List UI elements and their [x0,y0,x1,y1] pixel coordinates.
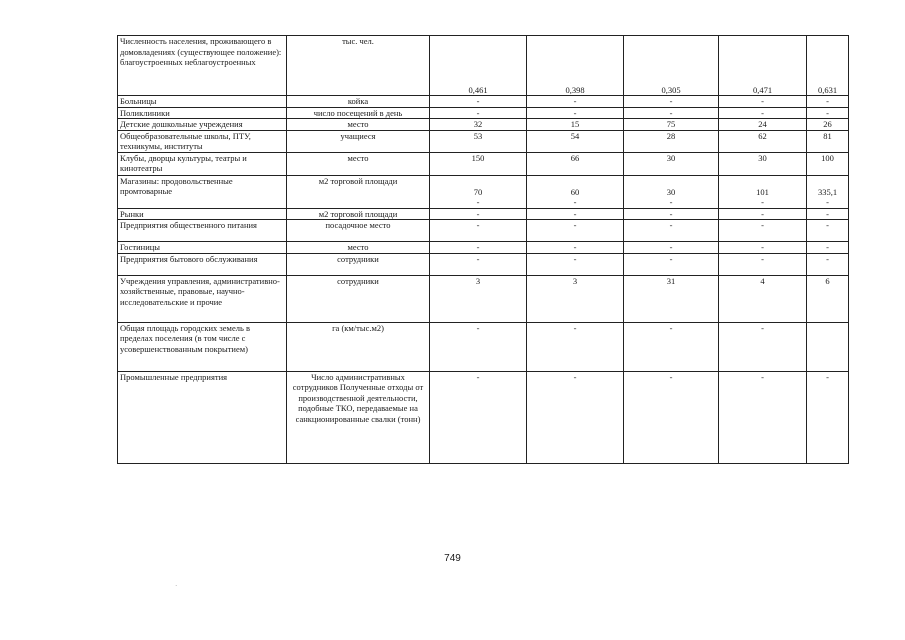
cell-value: - [669,96,673,106]
cell-value: - [669,197,673,207]
cell-value: 26 [823,119,832,129]
value-cell [430,175,527,208]
table-row [118,322,849,371]
row-label: Клубы, дворцы культуры, театры и кинотеатры [118,152,287,175]
cell-value: - [669,208,673,219]
cell-value: - [573,197,577,207]
row-unit: число посещений в день [287,107,430,119]
table-row [118,175,849,208]
value-cell [807,275,849,322]
row-label: Рынки [118,208,287,220]
row-label: Детские дошкольные учреждения [118,119,287,131]
value-cell [807,253,849,275]
value-cell [527,242,624,254]
value-cell [527,96,624,108]
page-number: 749 [444,553,461,564]
cell-value: - [826,371,829,382]
value-cell [719,275,807,322]
cell-value: 30 [666,186,676,197]
cell-value: - [573,220,577,230]
value-cell [430,36,527,96]
value-cell [807,208,849,220]
value-cell [527,36,624,96]
value-cell [527,275,624,322]
table-row [118,107,849,119]
row-label: Общая площадь городских земель в пределах поселения (в том числе с усовершенствованным покрытием) [118,322,287,371]
cell-value: - [476,96,480,106]
cell-value: - [826,253,829,264]
cell-value: 0,631 [817,84,838,95]
cell-value: - [476,371,480,382]
value-cell [719,96,807,108]
cell-value: - [573,253,577,264]
cell-value: - [669,253,673,264]
row-label: Общеобразовательные школы, ПТУ, техникумы, институты [118,130,287,152]
value-cell [430,208,527,220]
cell-value: - [826,107,829,118]
value-cell [807,107,849,119]
cell-value: - [476,242,480,252]
cell-value: 15 [570,119,580,129]
cell-value: - [476,197,480,207]
cell-value: 3 [572,275,578,286]
value-cell [624,275,719,322]
cell-value: 0,461 [468,84,488,95]
scan-mark: · [175,582,178,590]
cell-value: 100 [821,152,834,163]
row-unit: тыс. чел. [287,36,430,96]
row-unit: м2 торговой площади [287,175,430,208]
row-label: Поликлиники [118,107,287,119]
table-row [118,253,849,275]
row-label: Гостиницы [118,242,287,254]
value-cell [807,242,849,254]
table-row [118,96,849,108]
cell-value: - [761,220,764,230]
value-cell [719,371,807,463]
value-cell [719,130,807,152]
value-cell [527,322,624,371]
cell-value: 0,398 [565,84,585,95]
value-cell [719,322,807,371]
cell-value: 101 [756,186,769,197]
value-cell [807,322,849,371]
cell-value: - [573,242,577,252]
value-cell [624,96,719,108]
value-cell [527,152,624,175]
cell-value: - [761,96,764,106]
cell-value: 4 [760,275,765,286]
cell-value: - [669,371,673,382]
value-cell [624,220,719,242]
value-cell [527,130,624,152]
value-cell [430,275,527,322]
cell-value: - [573,96,577,106]
cell-value: - [476,253,480,264]
value-cell [807,220,849,242]
value-cell [624,371,719,463]
value-cell [430,107,527,119]
cell-value: - [573,107,577,118]
cell-value: 335,1 [817,186,838,197]
row-unit: койка [287,96,430,108]
row-unit: место [287,242,430,254]
value-cell [719,36,807,96]
value-cell [807,175,849,208]
cell-value: - [761,208,764,219]
cell-value: - [669,242,673,252]
cell-value: 75 [666,119,676,129]
row-unit: сотрудники [287,275,430,322]
row-unit: место [287,119,430,131]
value-cell [807,130,849,152]
value-cell [624,253,719,275]
value-cell [624,152,719,175]
value-cell [807,152,849,175]
cell-value: - [476,107,480,118]
cell-value: - [826,96,829,106]
cell-value: - [573,371,577,382]
value-cell [624,107,719,119]
cell-value: - [826,242,829,252]
cell-value: - [476,208,480,219]
cell-value: - [669,322,673,333]
value-cell [624,130,719,152]
value-cell [624,322,719,371]
cell-value: 0,305 [661,84,681,95]
cell-value: - [761,242,764,252]
row-label: Численность населения, проживающего в домовладениях (существующее положение): благоустроенных неблагоустроенных [118,36,287,96]
value-cell [807,96,849,108]
cell-value: - [761,197,764,207]
cell-value: 24 [758,119,767,129]
cell-value: 150 [471,152,485,163]
cell-value: 70 [473,186,483,197]
cell-value: 53 [473,130,483,141]
value-cell [430,96,527,108]
cell-value: - [761,253,764,264]
cell-value: - [573,208,577,219]
cell-value: 31 [666,275,676,286]
value-cell [527,253,624,275]
value-cell [719,107,807,119]
value-cell [807,36,849,96]
row-label: Предприятия бытового обслуживания [118,253,287,275]
value-cell [624,208,719,220]
cell-value: 0,471 [752,84,773,95]
cell-value: - [826,208,829,219]
cell-value: 30 [758,152,767,163]
table-row [118,152,849,175]
value-cell [719,152,807,175]
table-row [118,275,849,322]
cell-value: 60 [570,186,580,197]
value-cell [430,119,527,131]
cell-value: - [669,220,673,230]
value-cell [527,175,624,208]
value-cell [719,220,807,242]
row-unit: га (км/тыс.м2) [287,322,430,371]
value-cell [527,371,624,463]
value-cell [430,220,527,242]
row-unit: посадочное место [287,220,430,242]
value-cell [624,242,719,254]
cell-value: - [476,220,480,230]
value-cell [430,152,527,175]
cell-value: - [826,220,829,230]
value-cell [624,175,719,208]
cell-value: 62 [758,130,767,141]
row-label: Учреждения управления, административно-хозяйственные, правовые, научно-исследовательские и прочие [118,275,287,322]
value-cell [624,36,719,96]
cell-value: - [573,322,577,333]
row-label: Промышленные предприятия [118,371,287,463]
cell-value: 32 [473,119,483,129]
value-cell [719,119,807,131]
row-unit: Число административных сотрудников Полученные отходы от производственной деятельности, подобные ТКО, передаваемые на санкционированные свалки (тонн) [287,371,430,463]
value-cell [719,175,807,208]
cell-value: 28 [666,130,676,141]
value-cell [527,119,624,131]
cell-value: - [826,197,829,207]
cell-value: 66 [570,152,580,163]
cell-value: 54 [570,130,580,141]
row-label: Магазины: продовольственные промтоварные [118,175,287,208]
row-unit: место [287,152,430,175]
value-cell [430,242,527,254]
row-unit: сотрудники [287,253,430,275]
cell-value: - [761,322,764,333]
cell-value: 81 [823,130,832,141]
value-cell [430,371,527,463]
row-unit: м2 торговой площади [287,208,430,220]
cell-value: - [669,107,673,118]
data-table [117,35,849,464]
row-label: Предприятия общественного питания [118,220,287,242]
table-row [118,220,849,242]
table-row [118,130,849,152]
value-cell [807,371,849,463]
value-cell [719,208,807,220]
value-cell [719,253,807,275]
value-cell [719,242,807,254]
cell-value: 6 [825,275,830,286]
value-cell [527,220,624,242]
value-cell [807,119,849,131]
row-unit: учащиеся [287,130,430,152]
value-cell [430,130,527,152]
cell-value: - [761,107,764,118]
value-cell [430,253,527,275]
value-cell [624,119,719,131]
cell-value: 3 [475,275,481,286]
table-row [118,208,849,220]
cell-value: - [761,371,764,382]
table-row [118,242,849,254]
value-cell [527,208,624,220]
value-cell [527,107,624,119]
cell-value: - [476,322,480,333]
table-row [118,119,849,131]
value-cell [430,322,527,371]
table-row [118,371,849,463]
row-label: Больницы [118,96,287,108]
cell-value: 30 [666,152,676,163]
table-row [118,36,849,96]
